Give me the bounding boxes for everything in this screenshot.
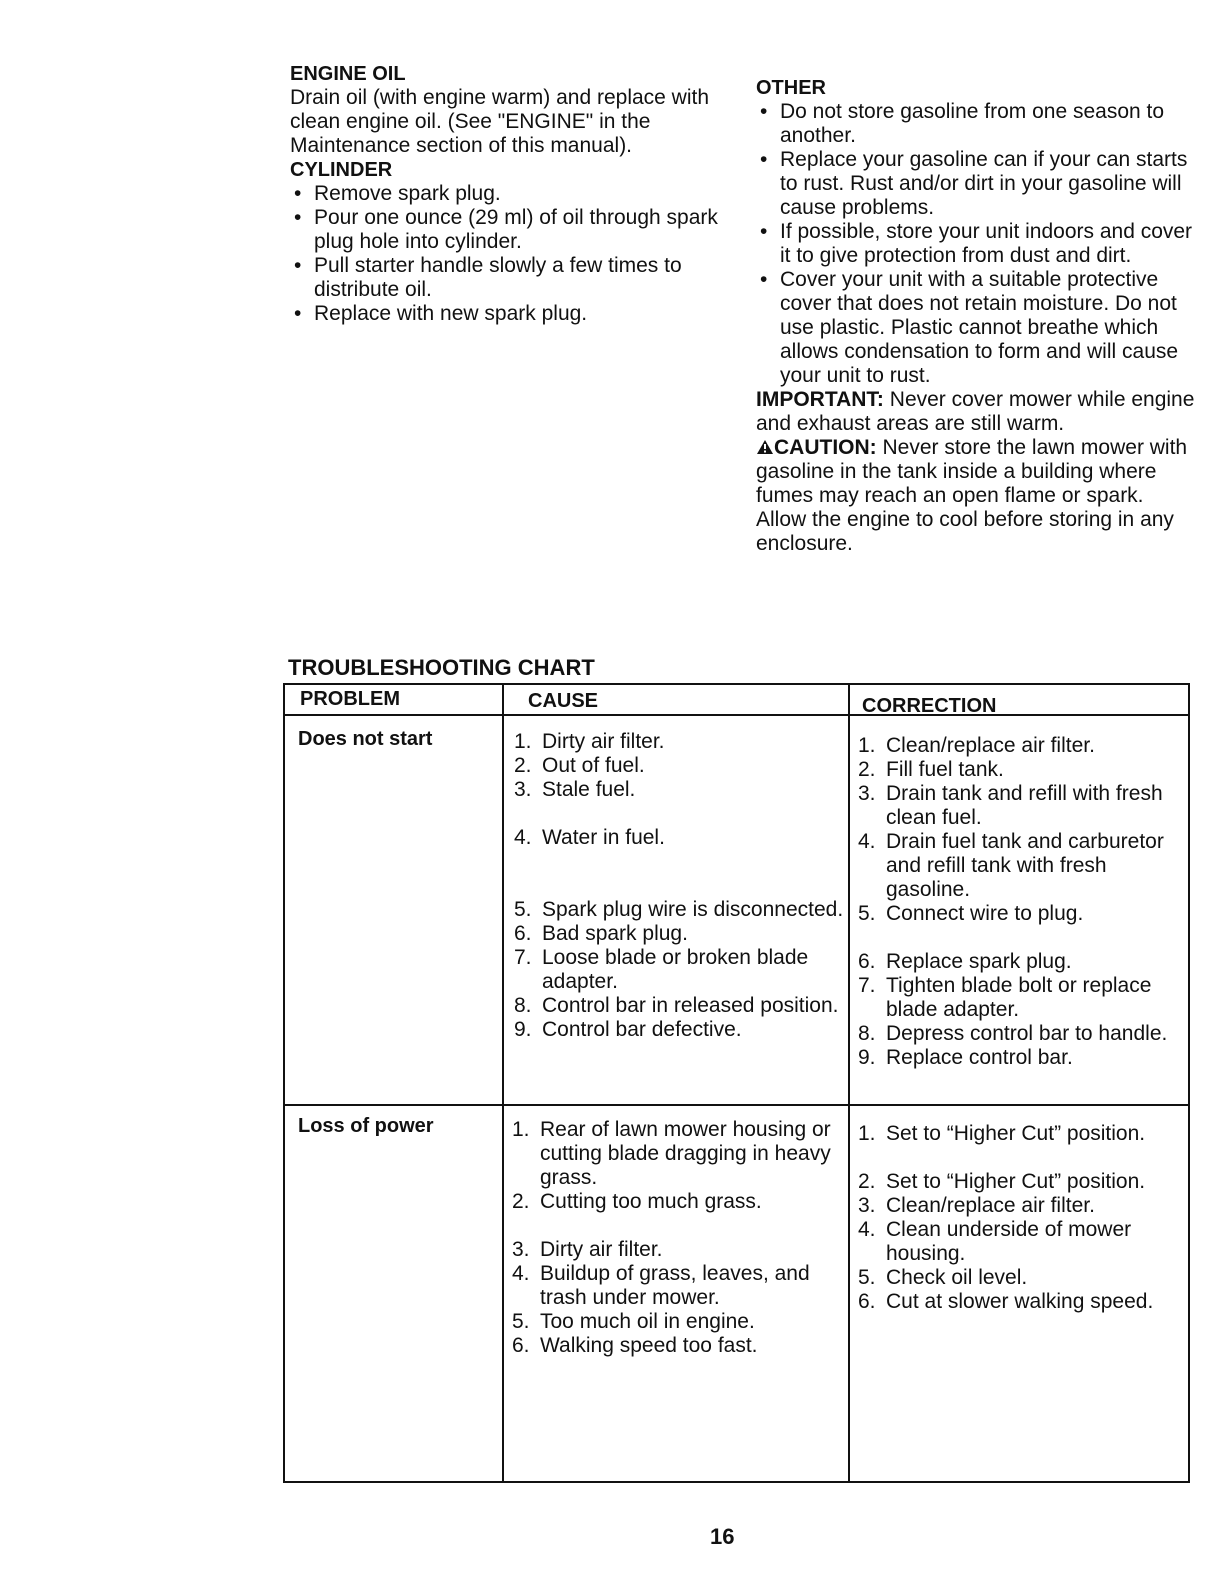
list-item: 7. Loose blade or broken blade adapter. <box>514 946 809 993</box>
header-problem: PROBLEM <box>300 688 400 710</box>
list-item: 1. Set to “Higher Cut” position. <box>858 1122 1146 1145</box>
list-item: 1. Clean/replace air filter. <box>858 734 1095 757</box>
column-divider <box>848 683 850 1483</box>
list-item: • Pull starter handle slowly a few times to distribute oil. <box>290 254 730 302</box>
correction-cell <box>858 734 1178 1070</box>
list-item: 4. Buildup of grass, leaves, and trash under mower. <box>512 1262 810 1309</box>
list-item: 6. Replace spark plug. <box>858 950 1072 973</box>
list-item: 5. Connect wire to plug. <box>858 902 1084 925</box>
cylinder-list <box>290 182 730 326</box>
cause-cell <box>514 730 846 1042</box>
important-text: Never cover mower while engine and exhaust areas are still warm. <box>756 388 1195 435</box>
warning-triangle-icon <box>756 436 774 459</box>
list-item: • Remove spark plug. <box>290 182 730 206</box>
list-item: • If possible, store your unit indoors and cover it to give protection from dust and dirt. <box>756 220 1196 268</box>
caution-text: Never store the lawn mower with gasoline in the tank inside a building where fumes may reach an open flame or spark. Allow the engine to cool before storing in any enclosure. <box>756 436 1188 555</box>
other-list <box>756 100 1196 388</box>
list-item: 2. Out of fuel. <box>514 754 645 777</box>
row-divider <box>283 1104 1190 1106</box>
header-correction: CORRECTION <box>862 695 997 717</box>
list-item: 4. Drain fuel tank and carburetor and refill tank with fresh gasoline. <box>858 830 1164 901</box>
important-label: IMPORTANT: <box>756 388 884 411</box>
cause-cell <box>512 1118 846 1358</box>
list-item: • Replace your gasoline can if your can starts to rust. Rust and/or dirt in your gasoline will cause problems. <box>756 148 1196 220</box>
list-item: 6. Walking speed too fast. <box>512 1334 758 1357</box>
list-item: • Replace with new spark plug. <box>290 302 730 326</box>
problem-cell: Loss of power <box>298 1115 434 1137</box>
list-item: 7. Tighten blade bolt or replace blade adapter. <box>858 974 1152 1021</box>
maintenance-right-column <box>756 76 1196 556</box>
header-divider <box>283 714 1190 716</box>
list-item: 4. Water in fuel. <box>514 826 665 849</box>
maintenance-left-column <box>290 62 730 326</box>
header-cause: CAUSE <box>528 690 599 712</box>
list-item: 5. Spark plug wire is disconnected. <box>514 898 844 921</box>
list-item: 9. Control bar defective. <box>514 1018 742 1041</box>
list-item: 9. Replace control bar. <box>858 1046 1073 1069</box>
list-item: • Do not store gasoline from one season to another. <box>756 100 1196 148</box>
list-item: • Cover your unit with a suitable protective cover that does not retain moisture. Do not use plastic. Plastic cannot breathe which allows condensation to form and will cause your unit to rust. <box>756 268 1196 388</box>
list-item: 1. Rear of lawn mower housing or cutting blade dragging in heavy grass. <box>512 1118 831 1189</box>
engine-oil-text: Drain oil (with engine warm) and replace with clean engine oil. (See "ENGINE" in the Maintenance section of this manual). <box>290 86 710 157</box>
list-item: 2. Cutting too much grass. <box>512 1190 762 1213</box>
list-item: 3. Stale fuel. <box>514 778 636 801</box>
column-divider <box>502 683 504 1483</box>
list-item: 6. Bad spark plug. <box>514 922 688 945</box>
list-item: 3. Clean/replace air filter. <box>858 1194 1095 1217</box>
list-item: 4. Clean underside of mower housing. <box>858 1218 1132 1265</box>
list-item: 5. Too much oil in engine. <box>512 1310 755 1333</box>
list-item: • Pour one ounce (29 ml) of oil through spark plug hole into cylinder. <box>290 206 730 254</box>
engine-oil-heading: ENGINE OIL <box>290 63 406 85</box>
list-item: 8. Depress control bar to handle. <box>858 1022 1168 1045</box>
list-item: 6. Cut at slower walking speed. <box>858 1290 1154 1313</box>
other-heading: OTHER <box>756 77 826 99</box>
problem-cell: Does not start <box>298 728 433 750</box>
list-item: 1. Dirty air filter. <box>514 730 665 753</box>
list-item: 8. Control bar in released position. <box>514 994 839 1017</box>
troubleshooting-title: TROUBLESHOOTING CHART <box>288 655 595 680</box>
list-item: 2. Set to “Higher Cut” position. <box>858 1170 1146 1193</box>
caution-note <box>756 436 1196 556</box>
correction-cell <box>858 1122 1178 1314</box>
page-number: 16 <box>710 1524 735 1549</box>
important-note <box>756 388 1196 436</box>
list-item: 3. Dirty air filter. <box>512 1238 663 1261</box>
caution-label: CAUTION: <box>774 436 877 459</box>
list-item: 2. Fill fuel tank. <box>858 758 1004 781</box>
list-item: 3. Drain tank and refill with fresh clean fuel. <box>858 782 1163 829</box>
cylinder-heading: CYLINDER <box>290 159 393 181</box>
list-item: 5. Check oil level. <box>858 1266 1028 1289</box>
